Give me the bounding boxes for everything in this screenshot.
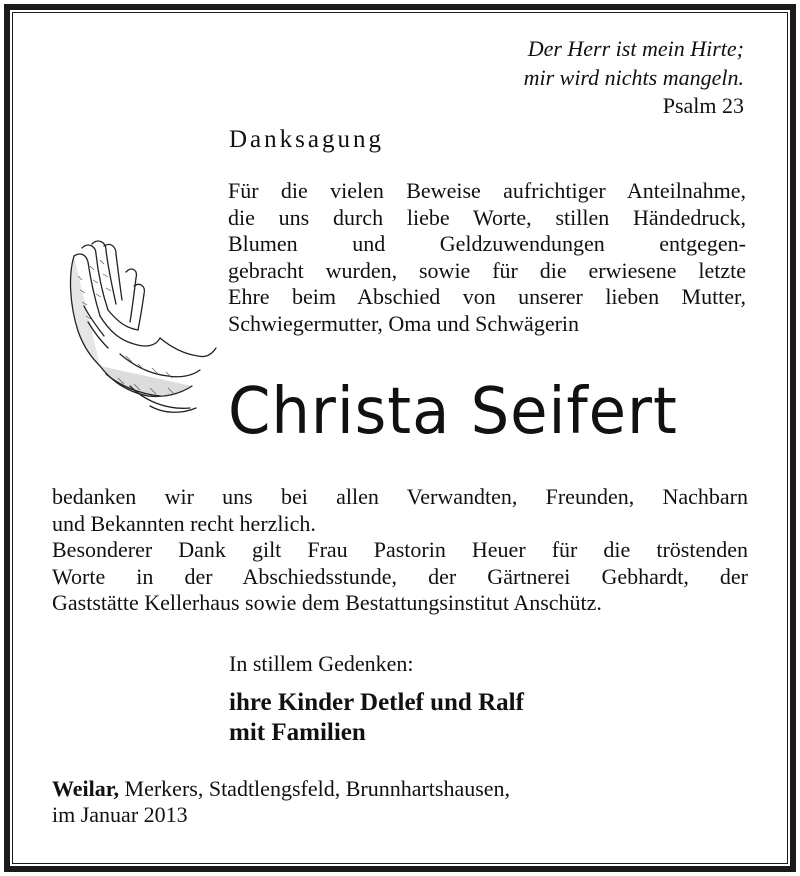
quote-line-1: Der Herr ist mein Hirte;: [527, 36, 744, 61]
heading: Danksagung: [229, 126, 384, 153]
signers-line-1: ihre Kinder Detlef und Ralf: [229, 689, 524, 716]
signers: [229, 688, 524, 748]
body-line: Besonderer Dank gilt Frau Pastorin Heuer für die tröstenden: [52, 537, 748, 562]
body-line: und Bekannten recht herzlich.: [52, 510, 316, 536]
place-date: [52, 776, 510, 828]
intro-line: Für die vielen Beweise aufrichtiger Anteilnahme,: [228, 178, 746, 203]
intro-line: gebracht wurden, sowie für die erwiesene letzte: [228, 257, 746, 283]
date-line: im Januar 2013: [52, 802, 188, 827]
intro-line: die uns durch liebe Worte, stillen Händedruck,: [228, 204, 746, 230]
place-line: [52, 776, 510, 802]
signers-line-2: mit Familien: [229, 719, 366, 746]
bible-quote: [524, 34, 744, 92]
place-first: Weilar,: [52, 776, 120, 801]
thanks-paragraph: [52, 484, 748, 617]
quote-source: Psalm 23: [662, 93, 744, 118]
deceased-name: Christa Seifert: [228, 375, 678, 449]
intro-line: Schwiegermutter, Oma und Schwägerin: [228, 310, 580, 336]
body-line: Worte in der Abschiedsstunde, der Gärtnerei Gebhardt, der: [52, 563, 748, 589]
place-rest: Merkers, Stadtlengsfeld, Brunnhartshausen,: [119, 776, 511, 801]
intro-paragraph: [228, 178, 746, 337]
body-line: bedanken wir uns bei allen Verwandten, Freunden, Nachbarn: [52, 484, 748, 509]
intro-line: Blumen und Geldzuwendungen entgegen-: [228, 231, 746, 256]
intro-line: Ehre beim Abschied von unserer lieben Mutter,: [228, 284, 746, 309]
praying-hands-icon: [60, 236, 220, 416]
quote-line-2: mir wird nichts mangeln.: [523, 65, 744, 90]
remembrance-line: In stillem Gedenken:: [229, 651, 414, 676]
body-line: Gaststätte Kellerhaus sowie dem Bestattungsinstitut Anschütz.: [52, 590, 602, 615]
